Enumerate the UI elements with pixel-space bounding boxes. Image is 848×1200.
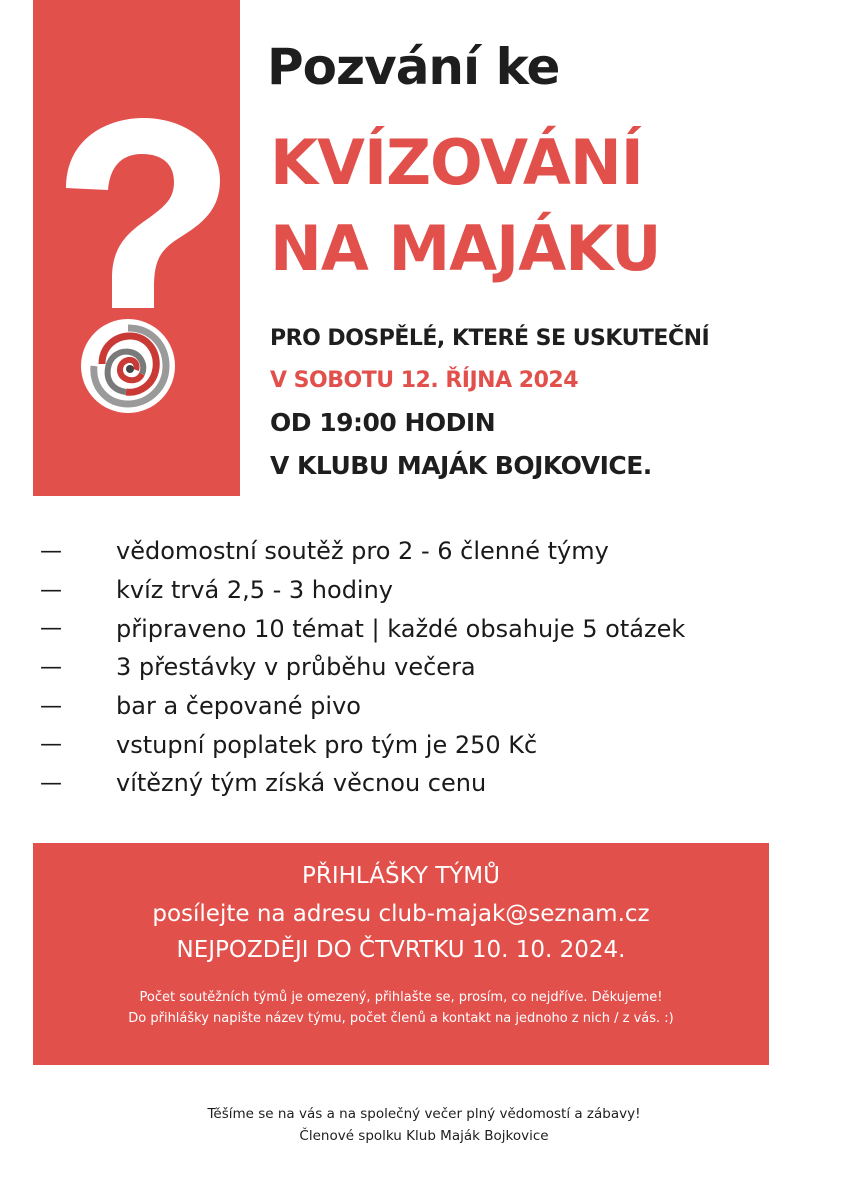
dash-marker: —	[40, 616, 62, 642]
list-item	[40, 571, 685, 610]
list-item-text: vědomostní soutěž pro 2 - 6 členné týmy	[116, 537, 609, 566]
registration-box	[33, 843, 769, 1065]
registration-heading: PŘIHLÁŠKY TÝMŮ	[301, 863, 500, 889]
dash-marker: —	[40, 577, 62, 603]
list-item-text: kvíz trvá 2,5 - 3 hodiny	[116, 576, 394, 605]
registration-deadline: NEJPOZDĚJI DO ČTVRTKU 10. 10. 2024.	[176, 937, 626, 963]
list-item-text: vstupní poplatek pro tým je 250 Kč	[116, 730, 538, 759]
question-mark-icon	[48, 118, 228, 338]
dash-marker: —	[40, 654, 62, 680]
detail-date: V SOBOTU 12. ŘÍJNA 2024	[270, 368, 579, 393]
dash-marker: —	[40, 770, 62, 796]
footer-signature: Členové spolku Klub Maják Bojkovice	[299, 1128, 549, 1144]
list-item-text: 3 přestávky v průběhu večera	[116, 653, 476, 682]
list-item	[40, 764, 685, 803]
registration-note-2: Do přihlášky napište název týmu, počet členů a kontakt na jednoho z nich / z vás. :)	[128, 1011, 674, 1026]
info-list	[40, 532, 685, 803]
spiral-logo-icon	[80, 318, 176, 414]
dash-marker: —	[40, 538, 62, 564]
detail-time: OD 19:00 HODIN	[270, 408, 496, 437]
list-item	[40, 532, 685, 571]
title-line-1: Pozvání ke	[267, 38, 560, 96]
list-item	[40, 609, 685, 648]
dash-marker: —	[40, 732, 62, 758]
footer-greeting: Těšíme se na vás a na společný večer plný vědomostí a zábavy!	[207, 1106, 641, 1122]
dash-marker: —	[40, 693, 62, 719]
list-item-text: bar a čepované pivo	[116, 692, 361, 721]
detail-audience: PRO DOSPĚLÉ, KTERÉ SE USKUTEČNÍ	[270, 326, 710, 351]
title-line-2: KVÍZOVÁNÍ	[270, 126, 643, 199]
list-item	[40, 725, 685, 764]
detail-place: V KLUBU MAJÁK BOJKOVICE.	[270, 451, 652, 480]
list-item	[40, 687, 685, 726]
title-line-3: NA MAJÁKU	[270, 212, 661, 285]
list-item-text: vítězný tým získá věcnou cenu	[116, 769, 487, 798]
registration-note-1: Počet soutěžních týmů je omezený, přihlašte se, prosím, co nejdříve. Děkujeme!	[139, 990, 663, 1005]
list-item	[40, 648, 685, 687]
list-item-text: připraveno 10 témat | každé obsahuje 5 otázek	[116, 614, 686, 643]
registration-email-line: posílejte na adresu club-majak@seznam.cz	[152, 901, 650, 927]
